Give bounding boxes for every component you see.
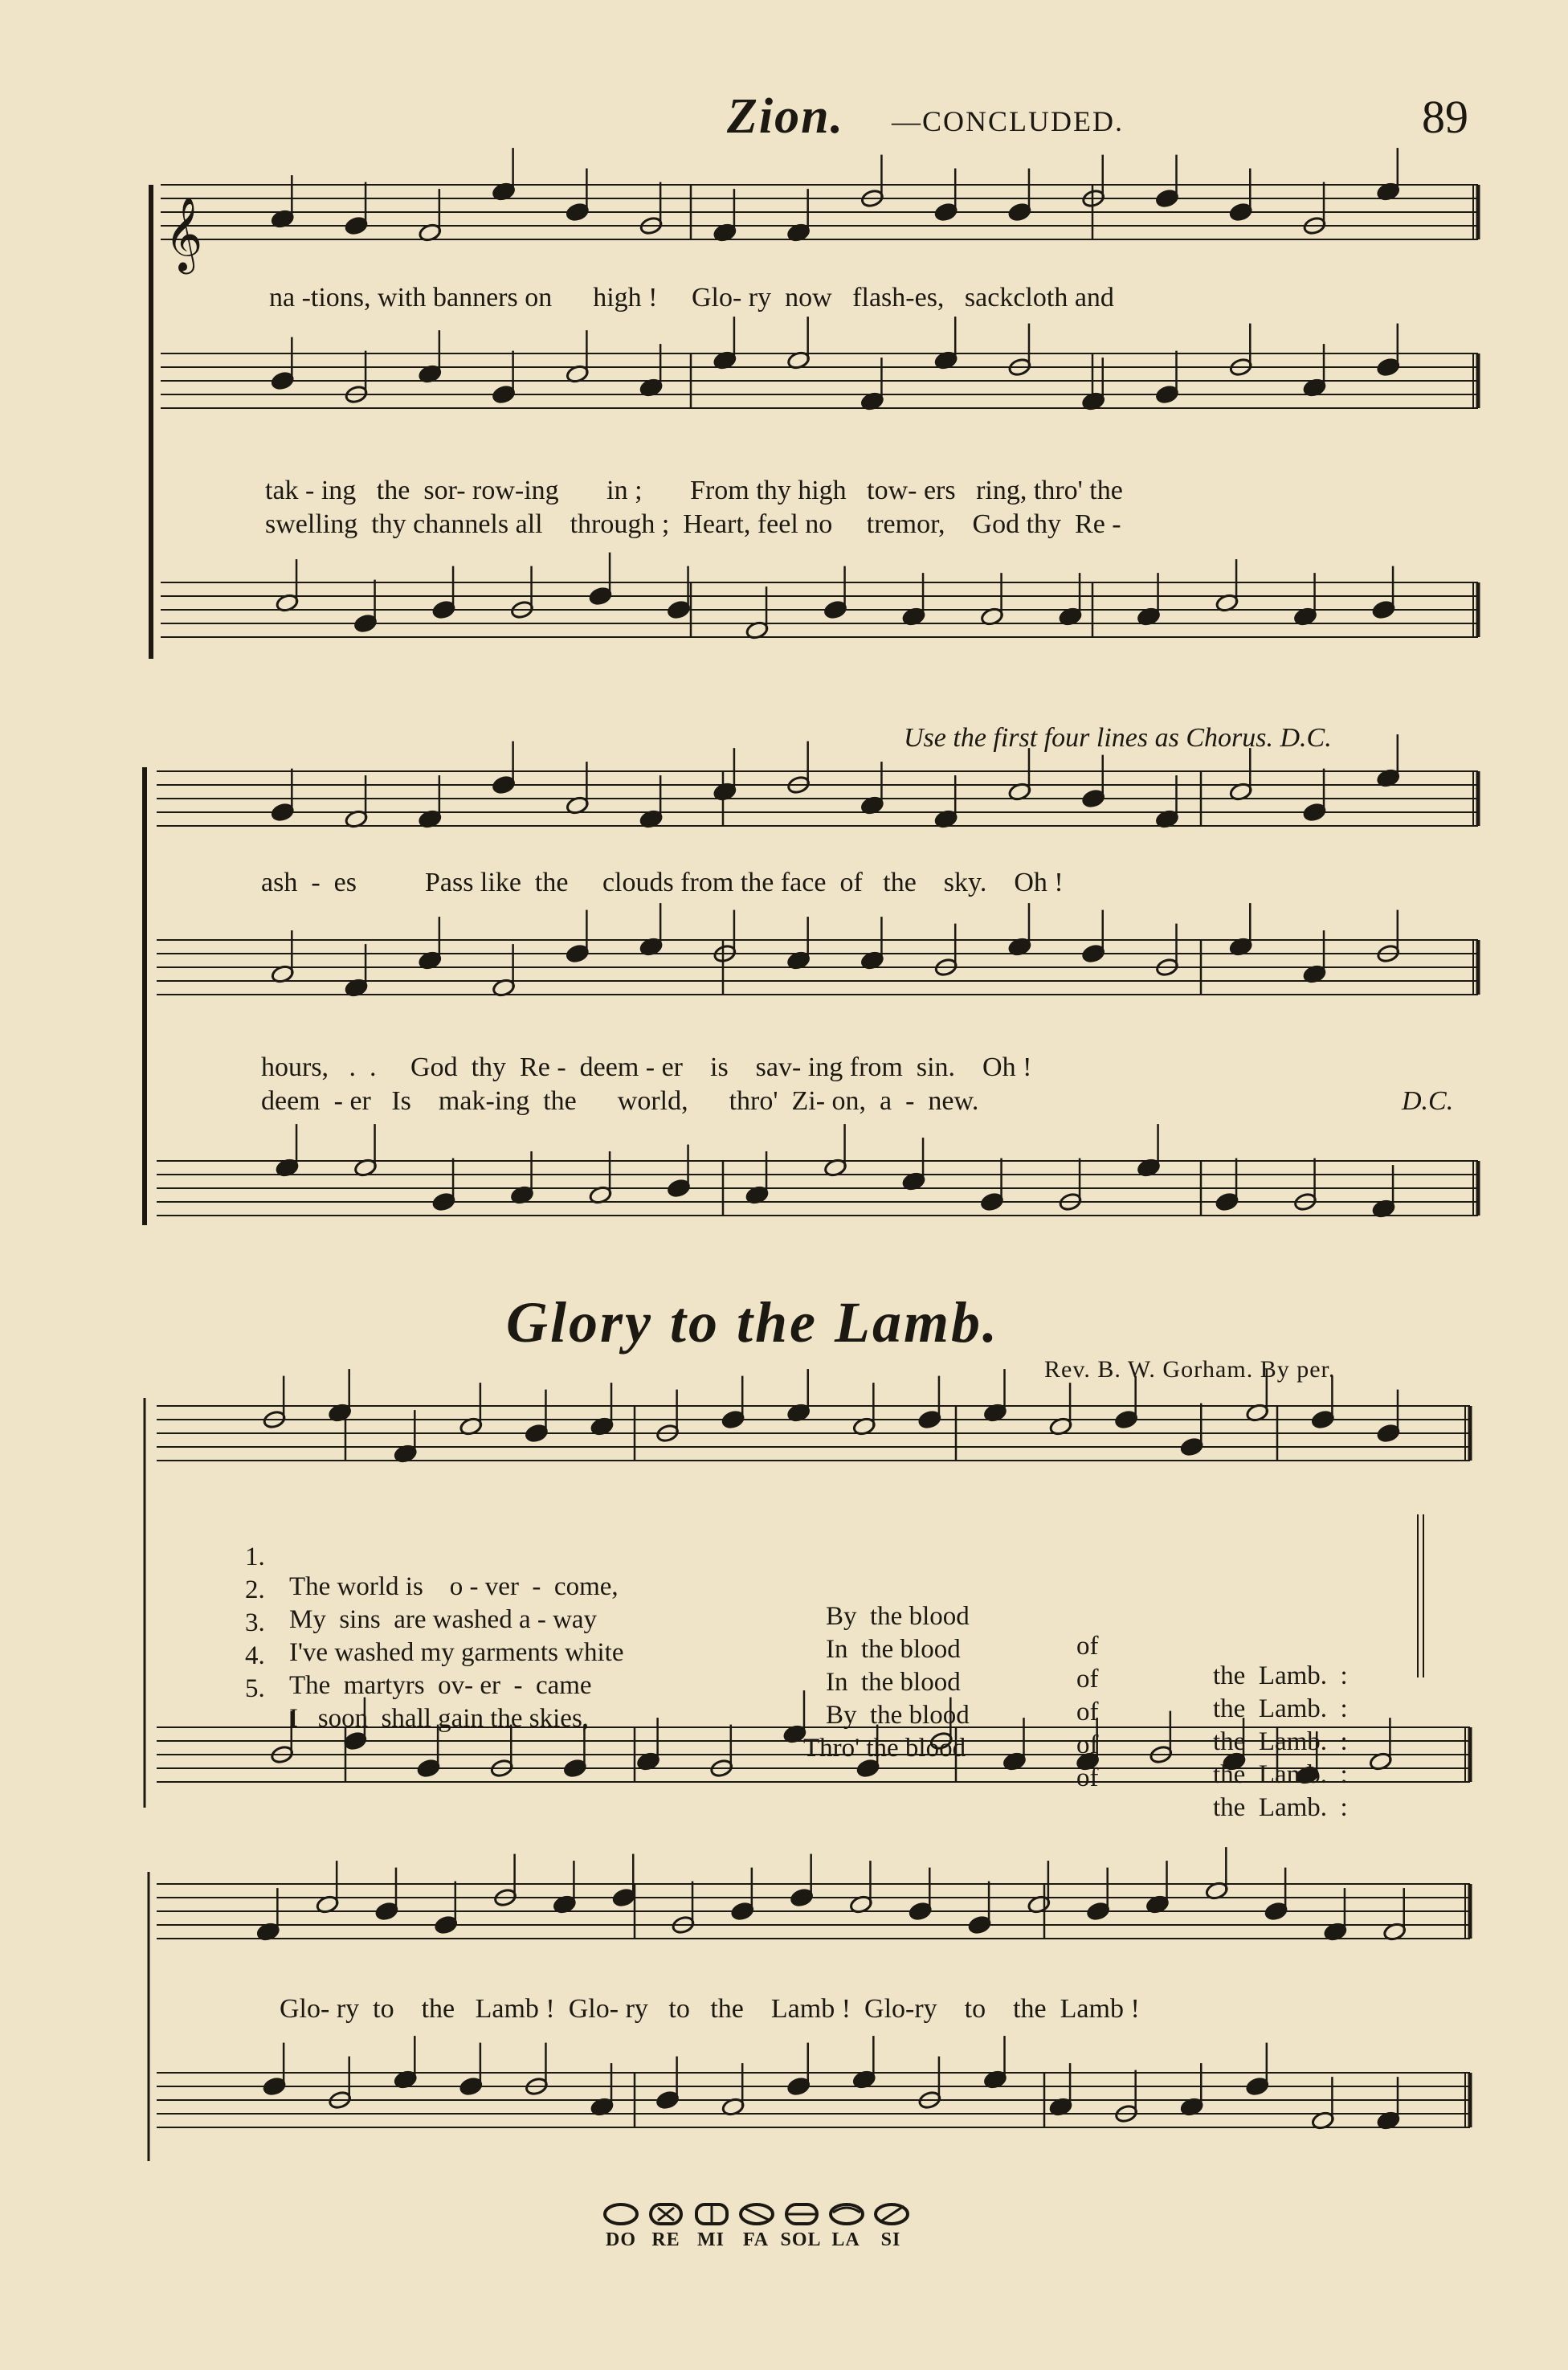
verse-3: 3. I've washed my garments white In the blood of the Lamb. : [245, 1608, 1348, 1756]
svg-text:𝄞: 𝄞 [165, 196, 203, 271]
zion-s2-treble-staff [157, 771, 1478, 826]
hymn-author: Rev. B. W. Gorham. By per. [1044, 1356, 1336, 1383]
solfa-mi: MI [697, 2229, 725, 2250]
verse-5: 5. I soon shall gain the skies, Thro' the blood of the Lamb. : [245, 1674, 1348, 1822]
zion-s1-lyric-1: tak - ing the sor- row-ing in ; From thy high tow- ers ring, thro' the [265, 476, 1123, 505]
dc-mark: D.C. [1402, 1086, 1454, 1116]
verse-list [245, 1513, 1348, 1822]
solfa-sol: SOL [780, 2229, 822, 2250]
solfa-fa: FA [742, 2229, 770, 2250]
hymn-title: Glory to the Lamb. [506, 1290, 999, 1355]
glory-s2-bass-staff [157, 2073, 1470, 2127]
solfa-do: DO [606, 2229, 636, 2250]
chorus-instruction: Use the first four lines as Chorus. D.C. [904, 723, 1332, 753]
solfa-si: SI [880, 2229, 901, 2250]
verse-4: 4. The martyrs ov- er - came By the blood of the Lamb. : [245, 1641, 1348, 1789]
zion-s2-lyric-1: hours, . . God thy Re - deem - er is sav- ing from sin. Oh ! [261, 1052, 1032, 1082]
solfa-la: LA [831, 2229, 860, 2250]
page-title: Zion. [727, 89, 845, 144]
zion-s2-treble-lyric: ash - es Pass like the clouds from the face of the sky. Oh ! [261, 868, 1064, 897]
refrain-lyric: Glo- ry to the Lamb ! Glo- ry to the Lamb ! Glo-ry to the Lamb ! [280, 1994, 1140, 2024]
page-subtitle: —CONCLUDED. [892, 105, 1124, 137]
zion-s1-treble-lyric: na -tions, with banners on high ! Glo- ry now flash-es, sackcloth and [269, 283, 1114, 313]
solfa-shape-notes [598, 2200, 920, 2229]
verse-1: 1. The world is o - ver - come, By the blood of the Lamb. : [245, 1543, 1348, 1690]
zion-s2-lyric-2: deem - er Is mak-ing the world, thro' Zi- on, a - new. [261, 1086, 979, 1116]
solfa-re: RE [651, 2229, 680, 2250]
zion-s1-lyric-2: swelling thy channels all through ; Heart, feel no tremor, God thy Re - [265, 509, 1121, 539]
verse-2: 2. My sins are washed a - way In the blood of the Lamb. : [245, 1575, 1348, 1723]
page-number: 89 [1422, 91, 1468, 143]
glory-s1-treble-staff [157, 1406, 1470, 1461]
solfa-labels [598, 2229, 913, 2251]
